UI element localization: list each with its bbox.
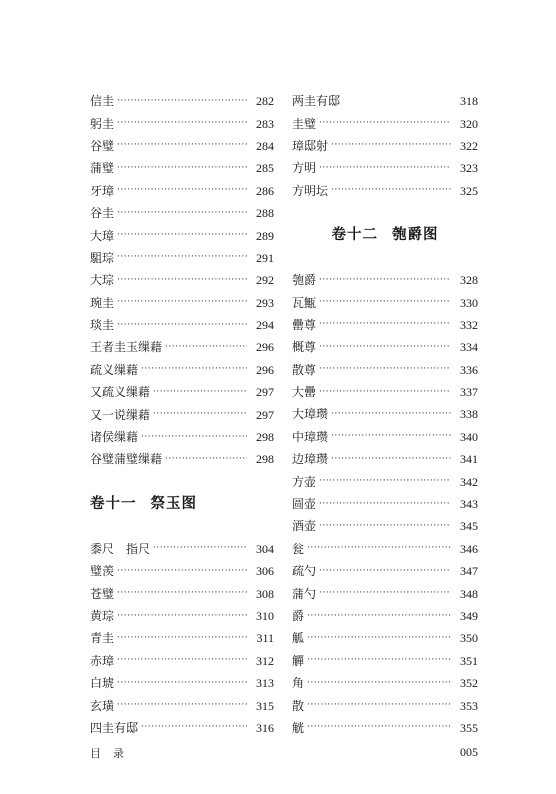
entry-page-number: 296	[256, 362, 274, 377]
leader-dots	[165, 343, 247, 352]
toc-entry[interactable]	[292, 650, 478, 672]
entry-page-number: 296	[256, 340, 274, 355]
entry-page-number: 342	[460, 474, 478, 489]
leader-dots	[319, 343, 451, 352]
leader-dots	[117, 298, 247, 307]
leader-dots	[117, 612, 247, 621]
toc-entry[interactable]	[292, 627, 478, 649]
entry-page-number: 313	[256, 676, 274, 691]
entry-page-number: 330	[460, 295, 478, 310]
entry-title: 疏义缫藉	[90, 362, 139, 377]
toc-entry[interactable]	[292, 112, 478, 134]
entry-title: 璋邸射	[292, 138, 329, 153]
entry-page-number: 292	[256, 273, 274, 288]
toc-entry[interactable]	[90, 180, 274, 202]
leader-dots	[117, 679, 247, 688]
toc-entry[interactable]	[90, 694, 274, 716]
section-volume: 卷十二	[331, 226, 378, 244]
leader-dots	[307, 544, 451, 553]
toc-entry[interactable]	[292, 381, 478, 403]
entry-page-number: 286	[256, 183, 274, 198]
toc-entry[interactable]	[90, 560, 274, 582]
toc-entry[interactable]	[90, 292, 274, 314]
toc-entry[interactable]	[292, 582, 478, 604]
leader-dots	[319, 298, 451, 307]
toc-entry[interactable]	[90, 448, 274, 470]
entry-page-number: 306	[256, 564, 274, 579]
entry-title: 黍尺 指尺	[90, 541, 151, 556]
entry-page-number: 297	[256, 407, 274, 422]
entry-title: 躬圭	[90, 116, 115, 131]
toc-entry[interactable]	[90, 90, 274, 112]
leader-dots	[319, 365, 451, 374]
entry-title: 觥	[292, 720, 305, 735]
entry-title: 圭璧	[292, 116, 317, 131]
entry-title: 边璋瓒	[292, 452, 329, 467]
leader-dots	[319, 589, 451, 598]
toc-entry[interactable]	[292, 493, 478, 515]
entry-title: 瓮	[292, 541, 305, 556]
entry-page-number: 352	[460, 676, 478, 691]
entry-title: 中璋瓒	[292, 429, 329, 444]
toc-entry[interactable]	[292, 470, 478, 492]
toc-entry[interactable]	[90, 314, 274, 336]
toc-left-group-1	[90, 90, 274, 471]
entry-page-number: 328	[460, 273, 478, 288]
leader-dots	[141, 433, 247, 442]
toc-entry[interactable]	[292, 291, 478, 313]
entry-page-number: 323	[460, 161, 478, 176]
leader-dots	[331, 186, 451, 195]
toc-entry[interactable]	[292, 672, 478, 694]
toc-entry[interactable]	[292, 135, 478, 157]
entry-page-number: 332	[460, 317, 478, 332]
leader-dots	[307, 679, 451, 688]
leader-dots	[331, 455, 451, 464]
toc-entry[interactable]	[90, 359, 274, 381]
entry-page-number: 283	[256, 116, 274, 131]
entry-title: 琬圭	[90, 295, 115, 310]
entry-page-number: 312	[256, 653, 274, 668]
leader-dots	[307, 634, 451, 643]
leader-dots	[117, 119, 247, 128]
toc-entry[interactable]	[292, 694, 478, 716]
entry-page-number: 288	[256, 206, 274, 221]
leader-dots	[117, 141, 247, 150]
leader-dots	[319, 320, 451, 329]
leader-dots	[307, 656, 451, 665]
entry-page-number: 315	[256, 698, 274, 713]
toc-entry[interactable]	[292, 157, 478, 179]
leader-dots	[319, 164, 451, 173]
toc-right-group-2	[292, 269, 478, 739]
leader-dots	[165, 455, 247, 464]
entry-title: 大琮	[90, 273, 115, 288]
entry-title: 疏勺	[292, 564, 317, 579]
entry-title: 方明	[292, 161, 317, 176]
footer-page-number: 005	[460, 745, 478, 759]
toc-entry[interactable]	[292, 426, 478, 448]
entry-page-number: 350	[460, 631, 478, 646]
leader-dots	[117, 186, 247, 195]
toc-entry[interactable]	[90, 426, 274, 448]
entry-title: 白琥	[90, 676, 115, 691]
entry-title: 谷璧	[90, 138, 115, 153]
toc-entry[interactable]	[292, 180, 478, 202]
entry-page-number: 298	[256, 430, 274, 445]
entry-page-number: 325	[460, 183, 478, 198]
section-name: 祭玉图	[150, 494, 197, 512]
toc-entry[interactable]	[292, 605, 478, 627]
toc-entry[interactable]	[292, 90, 478, 112]
entry-title: 赤璋	[90, 653, 115, 668]
toc-entry[interactable]	[292, 560, 478, 582]
entry-page-number: 304	[256, 541, 274, 556]
entry-page-number: 322	[460, 138, 478, 153]
entry-page-number: 337	[460, 385, 478, 400]
entry-page-number: 316	[256, 720, 274, 735]
toc-entry[interactable]	[292, 538, 478, 560]
entry-page-number: 310	[256, 609, 274, 623]
leader-dots	[331, 432, 451, 441]
toc-entry[interactable]	[292, 515, 478, 537]
toc-entry[interactable]	[292, 269, 478, 291]
leader-dots	[117, 589, 247, 598]
leader-dots	[153, 388, 247, 397]
section-title-vol11	[90, 471, 274, 538]
section-volume: 卷十一	[90, 494, 137, 512]
entry-title: 大罍	[292, 385, 317, 400]
entry-title: 王者圭玉缫藉	[90, 340, 163, 355]
entry-title: 苍璧	[90, 586, 115, 601]
entry-title: 圆壶	[292, 497, 317, 512]
toc-left-group-2	[90, 538, 274, 740]
entry-title: 角	[292, 676, 305, 691]
entry-title: 两圭有邸	[292, 94, 341, 109]
entry-title: 青圭	[90, 631, 115, 646]
entry-page-number: 311	[256, 631, 274, 646]
entry-title: 蒲勺	[292, 586, 317, 601]
leader-dots	[319, 500, 451, 509]
toc-entry[interactable]	[90, 269, 274, 291]
toc-entry[interactable]	[292, 359, 478, 381]
toc-entry[interactable]	[292, 717, 478, 739]
entry-title: 爵	[292, 609, 305, 623]
toc-entry[interactable]	[292, 448, 478, 470]
toc-entry[interactable]	[90, 135, 274, 157]
leader-dots	[117, 209, 247, 218]
leader-dots	[153, 544, 247, 553]
toc-entry[interactable]	[90, 672, 274, 694]
toc-entry[interactable]	[292, 403, 478, 425]
leader-dots	[319, 388, 451, 397]
toc-right-column	[292, 90, 478, 739]
entry-page-number: 345	[460, 519, 478, 534]
toc-entry[interactable]	[90, 627, 274, 649]
toc-entry[interactable]	[90, 247, 274, 269]
leader-dots	[117, 634, 247, 643]
leader-dots	[117, 276, 247, 285]
entry-page-number: 347	[460, 564, 478, 579]
entry-page-number: 349	[460, 609, 478, 623]
entry-title: 琰圭	[90, 318, 115, 333]
toc-entry[interactable]	[90, 403, 274, 425]
leader-dots	[319, 522, 451, 531]
toc-entry[interactable]	[90, 582, 274, 604]
leader-dots	[117, 164, 247, 173]
entry-title: 四圭有邸	[90, 720, 139, 735]
leader-dots	[141, 723, 247, 732]
entry-page-number: 320	[460, 116, 478, 131]
entry-page-number: 285	[256, 161, 274, 176]
entry-title: 璧羡	[90, 564, 115, 579]
entry-page-number: 355	[460, 720, 478, 735]
leader-dots	[331, 141, 451, 150]
toc-entry[interactable]	[90, 112, 274, 134]
entry-title: 觶	[292, 653, 305, 668]
entry-title: 酒壶	[292, 519, 317, 534]
entry-page-number: 334	[460, 340, 478, 355]
entry-title: 散	[292, 698, 305, 713]
entry-title: 蒲璧	[90, 161, 115, 176]
toc-entry[interactable]	[292, 336, 478, 358]
toc-entry[interactable]	[90, 605, 274, 627]
toc-entry[interactable]	[90, 336, 274, 358]
leader-dots	[319, 119, 451, 128]
leader-dots	[153, 410, 247, 419]
leader-dots	[141, 365, 247, 374]
entry-page-number: 284	[256, 138, 274, 153]
entry-title: 牙璋	[90, 183, 115, 198]
leader-dots	[117, 253, 247, 262]
entry-page-number: 294	[256, 318, 274, 333]
entry-page-number: 338	[460, 407, 478, 422]
leader-dots	[331, 410, 451, 419]
entry-page-number: 282	[256, 94, 274, 109]
entry-title: 又一说缫藉	[90, 407, 151, 422]
section-title-vol12	[292, 202, 478, 269]
entry-page-number: 341	[460, 452, 478, 467]
entry-title: 罍尊	[292, 317, 317, 332]
entry-page-number: 298	[256, 452, 274, 467]
leader-dots	[307, 612, 451, 621]
entry-title: 匏爵	[292, 273, 317, 288]
entry-page-number: 289	[256, 228, 274, 243]
toc-entry[interactable]	[90, 381, 274, 403]
toc-entry[interactable]	[90, 202, 274, 224]
toc-left-column	[90, 90, 274, 739]
entry-title: 信圭	[90, 94, 115, 109]
entry-page-number: 343	[460, 497, 478, 512]
section-name: 匏爵图	[392, 226, 439, 244]
entry-title: 大璋瓒	[292, 407, 329, 422]
entry-page-number: 318	[460, 94, 478, 109]
entry-title: 黄琮	[90, 609, 115, 623]
entry-page-number: 351	[460, 653, 478, 668]
leader-dots	[307, 701, 451, 710]
toc-entry[interactable]	[90, 650, 274, 672]
entry-title: 诸侯缫藉	[90, 430, 139, 445]
toc-entry[interactable]	[90, 157, 274, 179]
toc-entry[interactable]	[292, 314, 478, 336]
leader-dots	[117, 321, 247, 330]
entry-title: 玄璜	[90, 698, 115, 713]
entry-page-number: 293	[256, 295, 274, 310]
entry-title: 散尊	[292, 362, 317, 377]
entry-title: 方明坛	[292, 183, 329, 198]
leader-dots	[117, 231, 247, 240]
leader-dots	[117, 656, 247, 665]
entry-page-number: 297	[256, 385, 274, 400]
toc-entry[interactable]	[90, 224, 274, 246]
footer-section-label: 目录	[90, 747, 136, 760]
leader-dots	[117, 97, 247, 106]
entry-page-number: 308	[256, 586, 274, 601]
entry-page-number: 348	[460, 586, 478, 601]
leader-dots	[319, 567, 451, 576]
toc-entry[interactable]	[90, 538, 274, 560]
entry-title: 大璋	[90, 228, 115, 243]
entry-title: 又疏义缫藉	[90, 385, 151, 400]
entry-page-number: 336	[460, 362, 478, 377]
entry-title: 谷圭	[90, 206, 115, 221]
entry-page-number: 340	[460, 429, 478, 444]
entry-title: 駔琮	[90, 250, 115, 265]
leader-dots	[307, 723, 451, 732]
entry-page-number: 291	[256, 250, 274, 265]
entry-page-number: 353	[460, 698, 478, 713]
toc-right-group-1	[292, 90, 478, 202]
entry-page-number: 346	[460, 541, 478, 556]
leader-dots	[319, 477, 451, 486]
entry-title: 谷璧蒲璧缫藉	[90, 452, 163, 467]
leader-dots	[117, 567, 247, 576]
leader-dots	[319, 276, 451, 285]
entry-title: 概尊	[292, 340, 317, 355]
entry-title: 瓦甒	[292, 295, 317, 310]
leader-dots	[117, 701, 247, 710]
entry-title: 觚	[292, 631, 305, 646]
entry-title: 方壶	[292, 474, 317, 489]
toc-entry[interactable]	[90, 717, 274, 739]
